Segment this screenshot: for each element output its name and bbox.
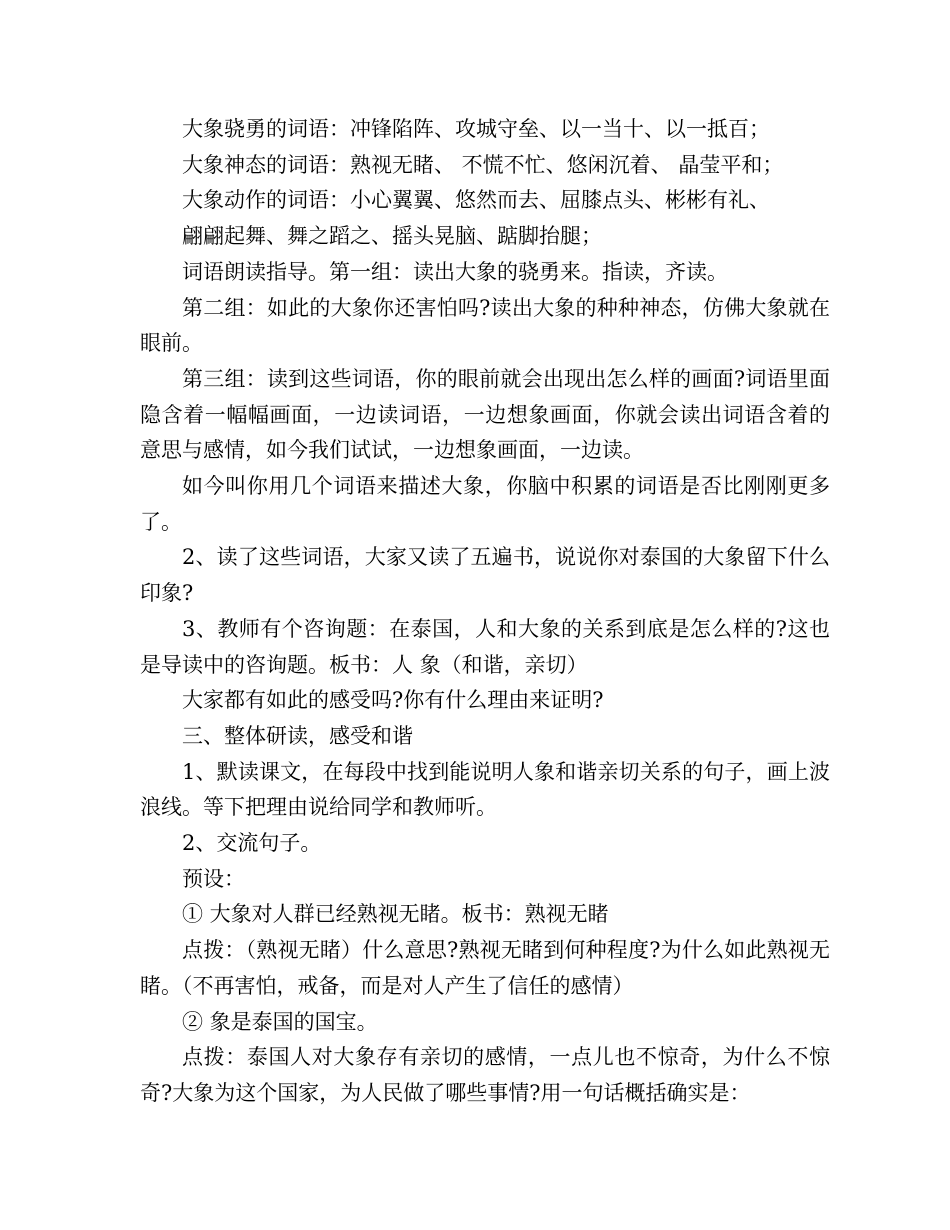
- paragraph-13: 1、默读课文，在每段中找到能说明人象和谐亲切关系的句子，画上波浪线。等下把理由说给同学和教师听。: [140, 759, 830, 820]
- paragraph-8: 如今叫你用几个词语来描述大象，你脑中积累的词语是否比刚刚更多了。: [140, 474, 830, 534]
- paragraph-1: 大象骁勇的词语：冲锋陷阵、攻城守垒、以一当十、以一抵百；: [182, 117, 770, 141]
- paragraph-2: 大象神态的词语：熟视无睹、 不慌不忙、悠闲沉着、 晶莹平和；: [182, 152, 784, 177]
- paragraph-5: 词语朗读指导。第一组：读出大象的骁勇来。指读，齐读。: [182, 259, 728, 284]
- paragraph-10: 3、教师有个咨询题：在泰国，人和大象的关系到底是怎么样的?这也是导读中的咨询题。板书：人 象（和谐，亲切）: [140, 616, 830, 677]
- paragraph-17: 点拨：（熟视无睹）什么意思?熟视无睹到何种程度?为什么如此熟视无睹。（不再害怕，戒备，而是对人产生了信任的感情）: [140, 938, 830, 998]
- paragraph-9: 2、读了这些词语，大家又读了五遍书，说说你对泰国的大象留下什么印象?: [140, 545, 830, 606]
- paragraph-19: 点拨：泰国人对大象存有亲切的感情，一点儿也不惊奇，为什么不惊奇?大象为这个国家，为人民做了哪些事情?用一句话概括确实是：: [140, 1045, 830, 1105]
- paragraph-11: 大家都有如此的感受吗?你有什么理由来证明?: [182, 688, 604, 713]
- section-heading: 三、整体研读，感受和谐: [182, 723, 413, 748]
- paragraph-16: ① 大象对人群已经熟视无睹。板书：熟视无睹: [182, 902, 609, 927]
- paragraph-4: 翩翩起舞、舞之蹈之、摇头晃脑、踮脚抬腿；: [182, 224, 602, 249]
- paragraph-7: 第三组：读到这些词语，你的眼前就会出现出怎么样的画面?词语里面隐含着一幅幅画面，一边读词语，一边想象画面，你就会读出词语含着的意思与感情，如今我们试试，一边想象画面，一边读。: [140, 366, 830, 463]
- paragraph-6: 第二组：如此的大象你还害怕吗?读出大象的种种神态，仿佛大象就在眼前。: [140, 295, 830, 356]
- paragraph-15: 预设：: [182, 866, 245, 891]
- paragraph-3: 大象动作的词语：小心翼翼、悠然而去、屈膝点头、彬彬有礼、: [182, 188, 770, 213]
- document-body: [140, 112, 830, 1112]
- paragraph-14: 2、交流句子。: [182, 831, 322, 856]
- paragraph-18: ② 象是泰国的国宝。: [182, 1009, 378, 1034]
